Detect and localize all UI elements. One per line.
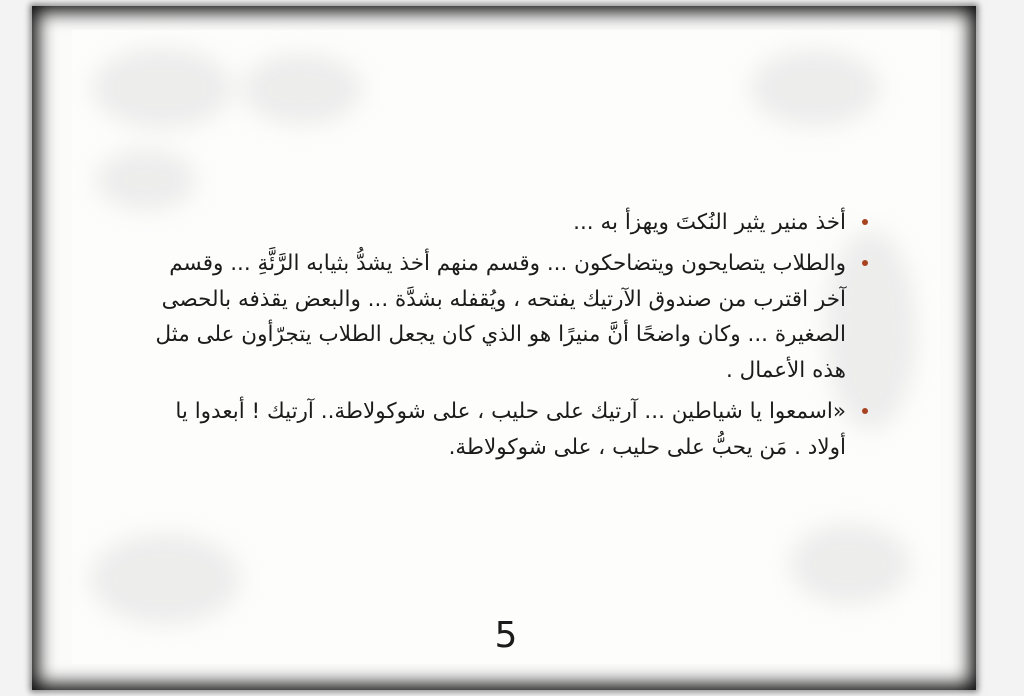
page-number: 5 xyxy=(494,615,518,656)
scan-artifact xyxy=(242,54,362,124)
bulleted-paragraph-list xyxy=(132,205,872,465)
scan-artifact xyxy=(96,150,196,210)
scan-artifact xyxy=(750,50,880,126)
scanned-page xyxy=(72,30,940,664)
paragraph-item: «اسمعوا يا شياطين ... آرتيك على حليب ، على شوكولاطة.. آرتيك ! أبعدوا يا أولاد . مَن يحبُّ على حليب ، على شوكولاطة. xyxy=(132,394,872,465)
paragraph-item: والطلاب يتصايحون ويتضاحكون ... وقسم منهم أخذ يشدُّ بثيابه الرَّئَّةِ ... وقسم آخر اقترب من صندوق الآرتيك يفتحه ، ويُقفله بشدَّة ... والبعض يقذفه بالحصى الصغيرة ... وكان واضحًا أنَّ منيرًا هو الذي كان يجعل الطلاب يتجرّأون على مثل هذه الأعمال . xyxy=(132,246,872,388)
scan-artifact xyxy=(790,524,910,604)
scan-artifact xyxy=(92,48,232,128)
page-text-body xyxy=(132,205,872,471)
scan-artifact xyxy=(90,534,240,624)
paragraph-item: أخذ منير يثير النُكتَ ويهزأ به ... xyxy=(132,205,872,240)
